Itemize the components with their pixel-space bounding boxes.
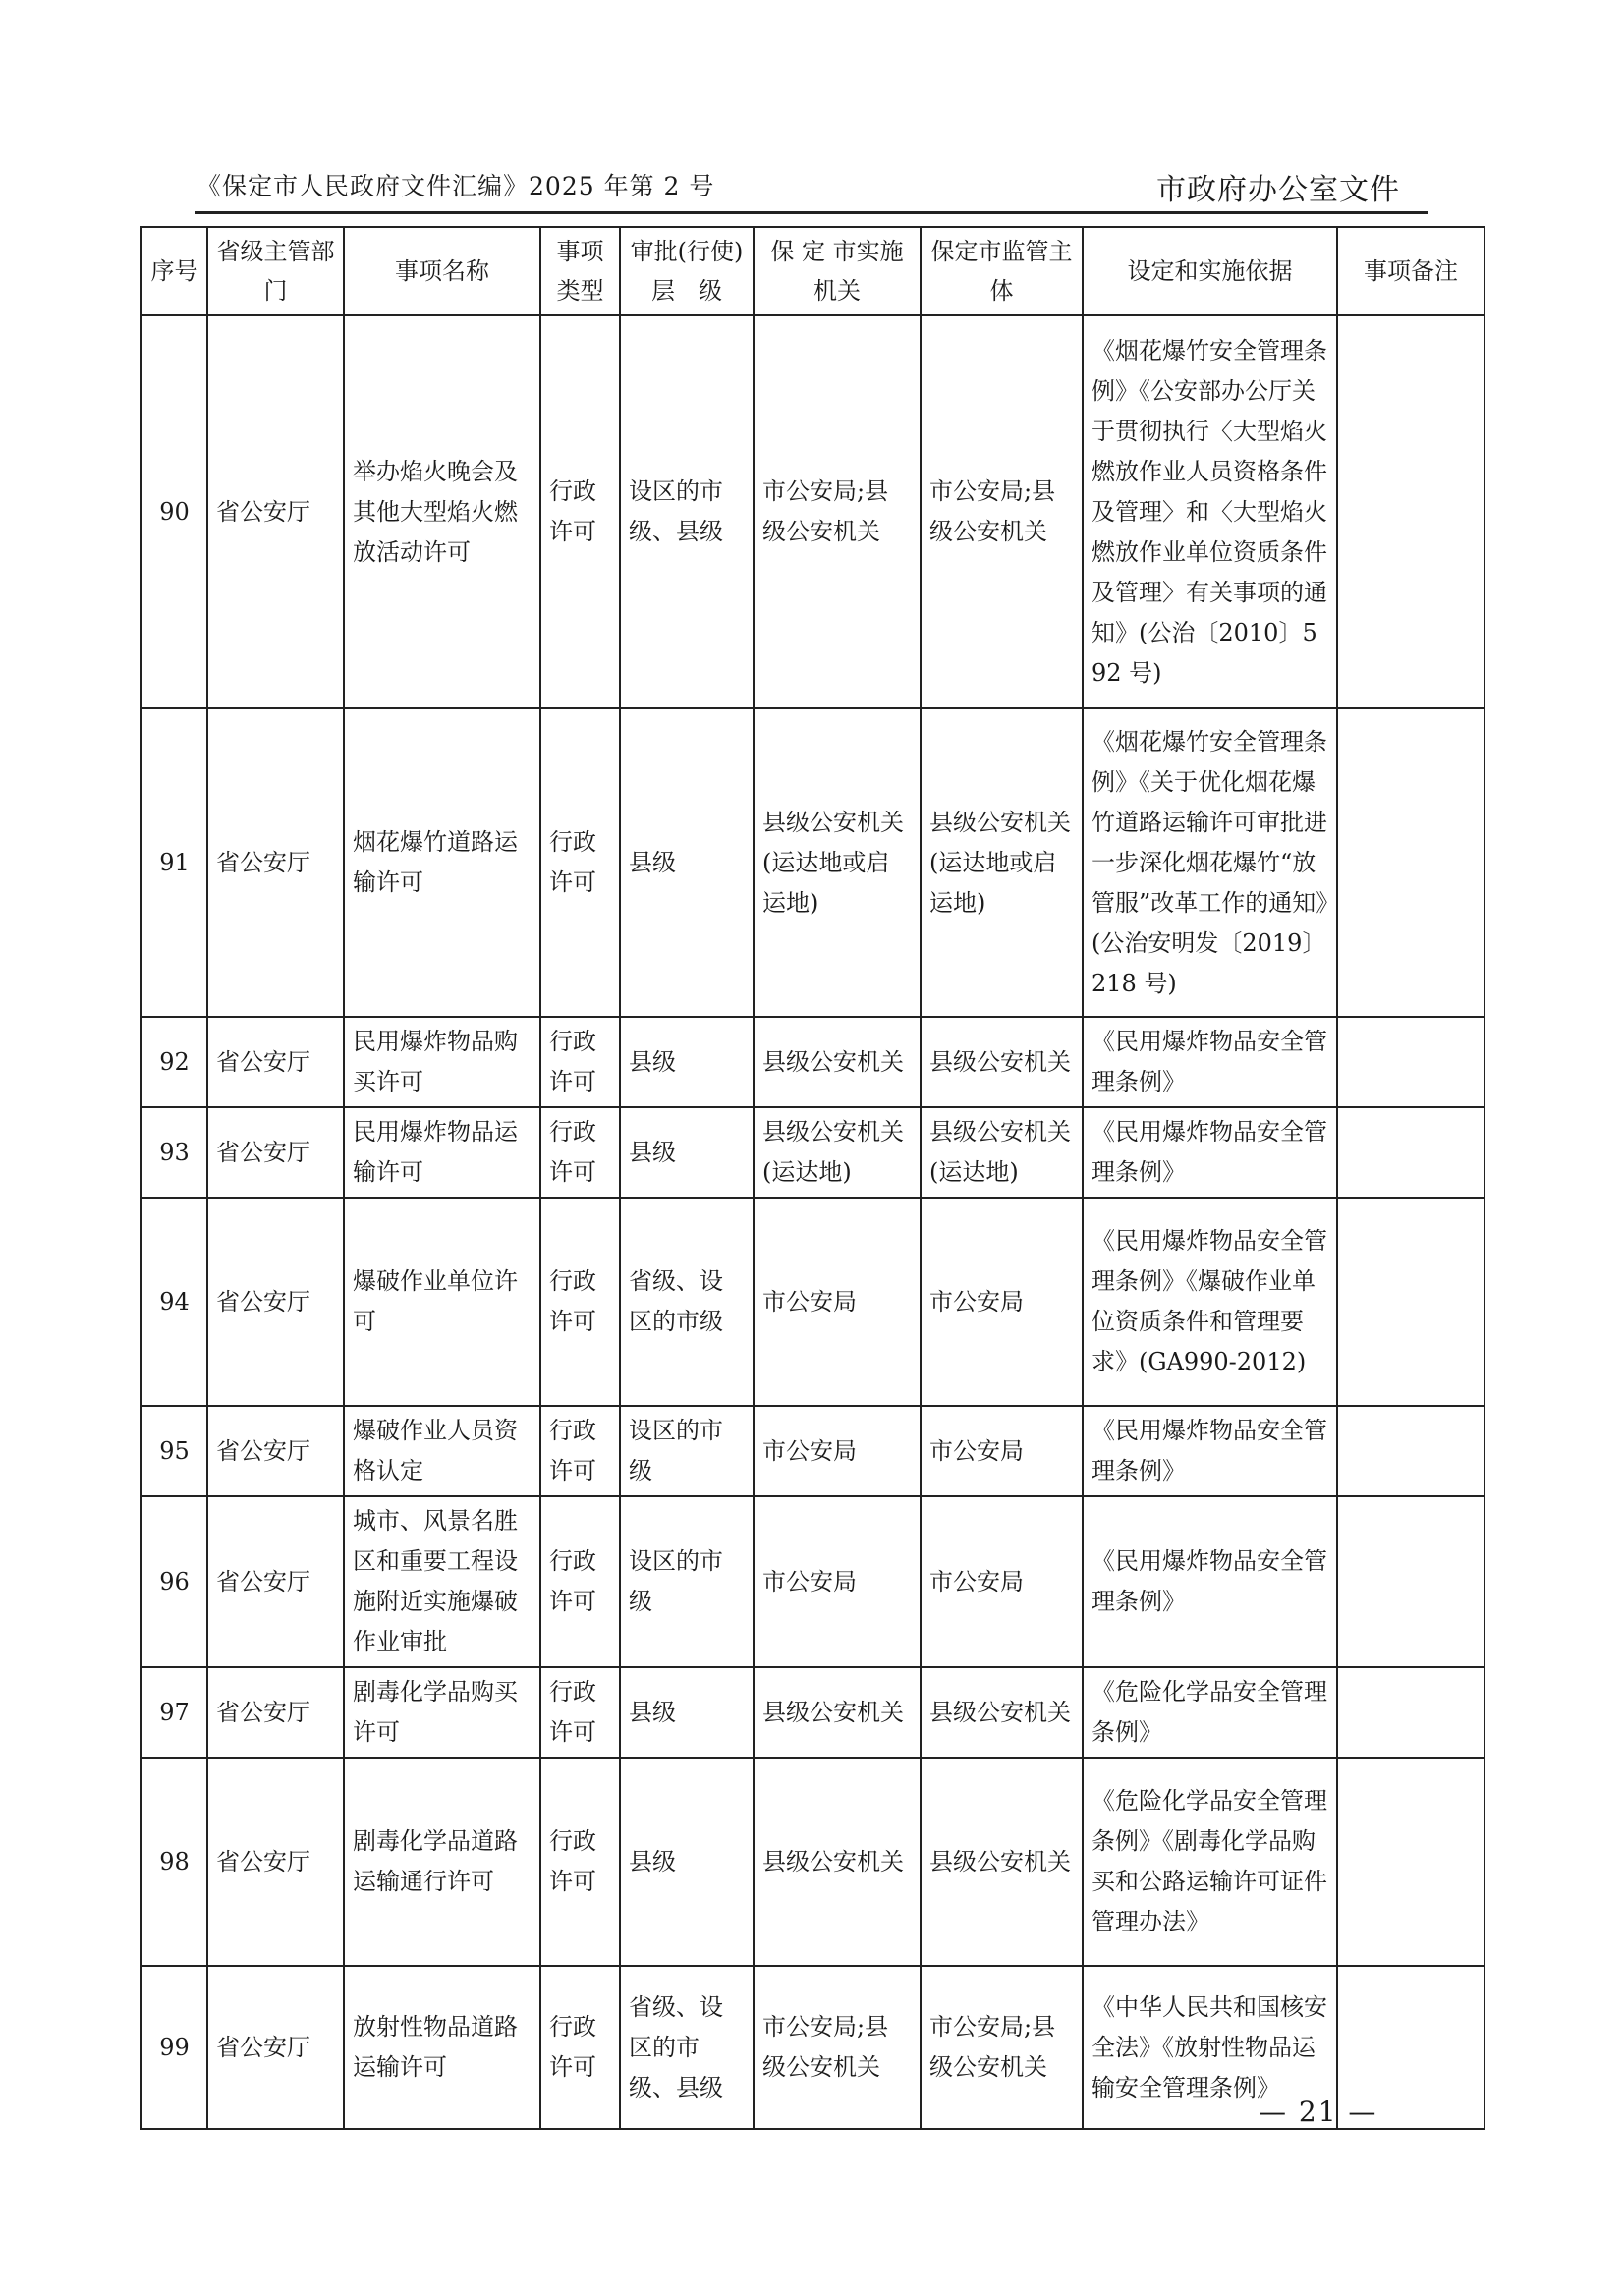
row-remarks — [1337, 1667, 1484, 1758]
row-supervising-body: 市公安局 — [921, 1406, 1083, 1496]
row-approval-level: 设区的市级、县级 — [620, 315, 754, 708]
row-approval-level: 县级 — [620, 1758, 754, 1966]
section-title: 市政府办公室文件 — [1156, 173, 1400, 207]
col-header-item-name: 事项名称 — [344, 227, 540, 315]
row-legal-basis: 《民用爆炸物品安全管理条例》 — [1083, 1017, 1337, 1107]
table-row — [141, 315, 1484, 708]
table-row — [141, 1496, 1484, 1667]
row-item-type: 行政许可 — [540, 1667, 620, 1758]
table-row — [141, 1017, 1484, 1107]
row-supervising-body: 县级公安机关 — [921, 1017, 1083, 1107]
row-implementing-agency: 市公安局 — [754, 1406, 921, 1496]
row-implementing-agency: 市公安局 — [754, 1496, 921, 1667]
row-legal-basis: 《民用爆炸物品安全管理条例》 — [1083, 1496, 1337, 1667]
row-item-name: 剧毒化学品道路运输通行许可 — [344, 1758, 540, 1966]
row-item-name: 民用爆炸物品购买许可 — [344, 1017, 540, 1107]
col-header-legal-basis: 设定和实施依据 — [1083, 227, 1337, 315]
row-item-type: 行政许可 — [540, 708, 620, 1017]
header-rule — [195, 211, 1428, 214]
row-item-type: 行政许可 — [540, 1496, 620, 1667]
row-legal-basis: 《危险化学品安全管理条例》 — [1083, 1667, 1337, 1758]
row-implementing-agency: 市公安局;县级公安机关 — [754, 315, 921, 708]
row-number: 98 — [141, 1758, 207, 1966]
table-row — [141, 1198, 1484, 1406]
row-implementing-agency: 县级公安机关 — [754, 1667, 921, 1758]
table-row — [141, 708, 1484, 1017]
row-item-type: 行政许可 — [540, 1406, 620, 1496]
row-number: 94 — [141, 1198, 207, 1406]
row-item-name: 举办焰火晚会及其他大型焰火燃放活动许可 — [344, 315, 540, 708]
row-remarks — [1337, 1017, 1484, 1107]
row-supervising-body: 市公安局;县级公安机关 — [921, 1966, 1083, 2129]
page-number: — 21 — — [1259, 2096, 1378, 2128]
row-approval-level: 设区的市级 — [620, 1496, 754, 1667]
row-item-name: 烟花爆竹道路运输许可 — [344, 708, 540, 1017]
row-item-name: 城市、风景名胜区和重要工程设施附近实施爆破作业审批 — [344, 1496, 540, 1667]
row-item-type: 行政许可 — [540, 1017, 620, 1107]
row-department: 省公安厅 — [207, 1406, 344, 1496]
row-implementing-agency: 县级公安机关(运达地) — [754, 1107, 921, 1198]
row-department: 省公安厅 — [207, 315, 344, 708]
row-department: 省公安厅 — [207, 1966, 344, 2129]
table-header-row — [141, 227, 1484, 315]
col-header-item-type: 事项类型 — [540, 227, 620, 315]
row-implementing-agency: 县级公安机关 — [754, 1017, 921, 1107]
document-collection-title: 《保定市人民政府文件汇编》2025 年第 2 号 — [196, 172, 715, 200]
row-legal-basis: 《烟花爆竹安全管理条例》《关于优化烟花爆竹道路运输许可审批进一步深化烟花爆竹“放管服”改革工作的通知》(公治安明发〔2019〕218 号) — [1083, 708, 1337, 1017]
row-implementing-agency: 县级公安机关(运达地或启运地) — [754, 708, 921, 1017]
row-legal-basis: 《民用爆炸物品安全管理条例》 — [1083, 1406, 1337, 1496]
row-remarks — [1337, 1107, 1484, 1198]
row-supervising-body: 县级公安机关 — [921, 1758, 1083, 1966]
row-approval-level: 县级 — [620, 708, 754, 1017]
row-number: 99 — [141, 1966, 207, 2129]
table-row — [141, 1758, 1484, 1966]
row-item-type: 行政许可 — [540, 1758, 620, 1966]
approval-items-table — [140, 226, 1485, 2130]
row-department: 省公安厅 — [207, 1198, 344, 1406]
row-remarks — [1337, 708, 1484, 1017]
row-implementing-agency: 市公安局 — [754, 1198, 921, 1406]
row-number: 90 — [141, 315, 207, 708]
row-item-name: 爆破作业单位许可 — [344, 1198, 540, 1406]
row-implementing-agency: 市公安局;县级公安机关 — [754, 1966, 921, 2129]
row-item-name: 放射性物品道路运输许可 — [344, 1966, 540, 2129]
row-remarks — [1337, 1496, 1484, 1667]
row-implementing-agency: 县级公安机关 — [754, 1758, 921, 1966]
row-item-type: 行政许可 — [540, 315, 620, 708]
row-legal-basis: 《烟花爆竹安全管理条例》《公安部办公厅关于贯彻执行〈大型焰火燃放作业人员资格条件及管理〉和〈大型焰火燃放作业单位资质条件及管理〉有关事项的通知》(公治〔2010〕592 号) — [1083, 315, 1337, 708]
row-remarks — [1337, 1758, 1484, 1966]
row-number: 96 — [141, 1496, 207, 1667]
row-supervising-body: 市公安局 — [921, 1198, 1083, 1406]
row-supervising-body: 县级公安机关(运达地) — [921, 1107, 1083, 1198]
row-department: 省公安厅 — [207, 708, 344, 1017]
row-department: 省公安厅 — [207, 1017, 344, 1107]
table-row — [141, 1406, 1484, 1496]
row-number: 97 — [141, 1667, 207, 1758]
row-item-type: 行政许可 — [540, 1966, 620, 2129]
table-row — [141, 1667, 1484, 1758]
row-approval-level: 省级、设区的市级、县级 — [620, 1966, 754, 2129]
row-legal-basis: 《民用爆炸物品安全管理条例》 — [1083, 1107, 1337, 1198]
row-supervising-body: 县级公安机关 — [921, 1667, 1083, 1758]
row-remarks — [1337, 1406, 1484, 1496]
row-item-type: 行政许可 — [540, 1107, 620, 1198]
row-approval-level: 县级 — [620, 1017, 754, 1107]
row-legal-basis: 《危险化学品安全管理条例》《剧毒化学品购买和公路运输许可证件管理办法》 — [1083, 1758, 1337, 1966]
row-approval-level: 县级 — [620, 1107, 754, 1198]
row-item-name: 爆破作业人员资格认定 — [344, 1406, 540, 1496]
col-header-implementing-agency: 保 定 市实施机关 — [754, 227, 921, 315]
col-header-remarks: 事项备注 — [1337, 227, 1484, 315]
row-number: 95 — [141, 1406, 207, 1496]
col-header-department: 省级主管部 门 — [207, 227, 344, 315]
row-approval-level: 县级 — [620, 1667, 754, 1758]
row-department: 省公安厅 — [207, 1667, 344, 1758]
row-supervising-body: 市公安局;县级公安机关 — [921, 315, 1083, 708]
col-header-approval-level: 审批(行使)层 级 — [620, 227, 754, 315]
row-item-name: 民用爆炸物品运输许可 — [344, 1107, 540, 1198]
row-item-type: 行政许可 — [540, 1198, 620, 1406]
row-remarks — [1337, 315, 1484, 708]
row-department: 省公安厅 — [207, 1758, 344, 1966]
col-header-number: 序号 — [141, 227, 207, 315]
row-legal-basis: 《中华人民共和国核安全法》《放射性物品运输安全管理条例》 — [1083, 1966, 1337, 2129]
row-number: 92 — [141, 1017, 207, 1107]
row-number: 93 — [141, 1107, 207, 1198]
row-department: 省公安厅 — [207, 1496, 344, 1667]
row-remarks — [1337, 1198, 1484, 1406]
row-approval-level: 设区的市级 — [620, 1406, 754, 1496]
row-supervising-body: 市公安局 — [921, 1496, 1083, 1667]
row-approval-level: 省级、设区的市级 — [620, 1198, 754, 1406]
row-legal-basis: 《民用爆炸物品安全管理条例》《爆破作业单位资质条件和管理要求》(GA990-2012) — [1083, 1198, 1337, 1406]
row-number: 91 — [141, 708, 207, 1017]
table-row — [141, 1107, 1484, 1198]
row-department: 省公安厅 — [207, 1107, 344, 1198]
row-item-name: 剧毒化学品购买许可 — [344, 1667, 540, 1758]
col-header-supervising-body: 保定市监管主体 — [921, 227, 1083, 315]
row-supervising-body: 县级公安机关(运达地或启运地) — [921, 708, 1083, 1017]
